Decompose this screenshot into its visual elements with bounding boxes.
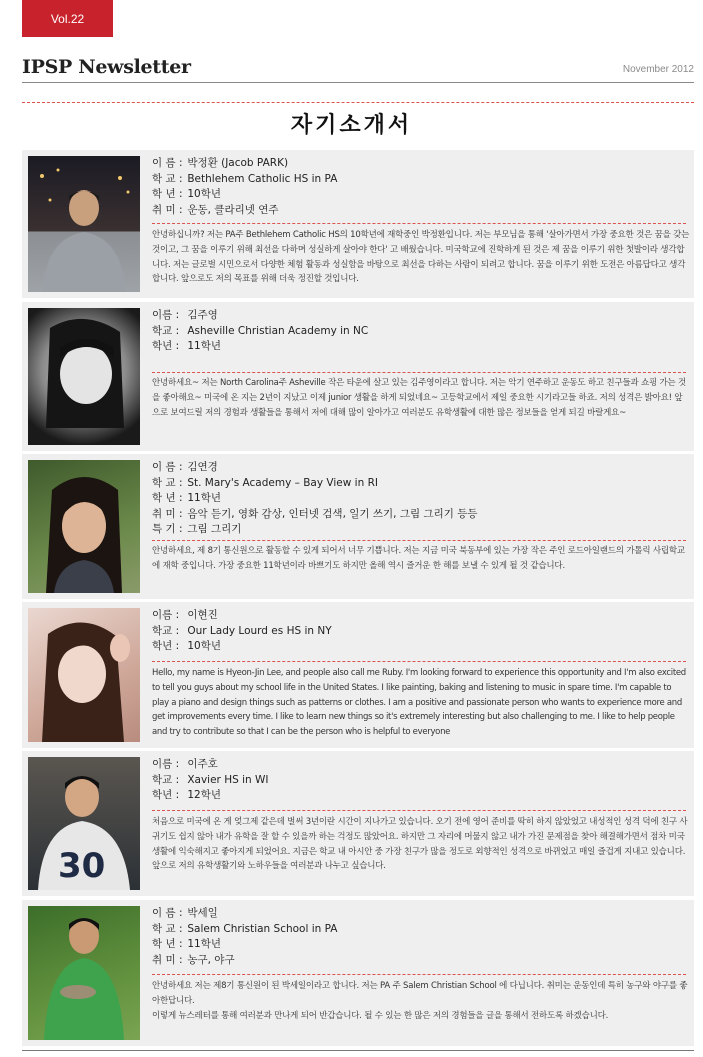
field-label: 취 미 : xyxy=(152,507,183,520)
info-row xyxy=(152,788,686,804)
field-value: 11학년 xyxy=(187,492,221,504)
newsletter-title: IPSP Newsletter xyxy=(22,56,191,78)
person-silhouette-icon xyxy=(28,156,140,292)
person-silhouette-icon xyxy=(28,608,140,742)
profile-photo xyxy=(28,460,140,593)
field-value: Bethlehem Catholic HS in PA xyxy=(187,172,338,185)
section-divider-top xyxy=(22,102,694,103)
profile-description: 처음으로 미국에 온 게 엊그제 같은데 벌써 3년이란 시간이 지나가고 있습니다. 오기 전에 영어 준비를 딱히 하지 않았었고 내성적인 성격 덕에 친구 사귀기도 쉽지 않아 내가 유학을 잘 할 수 있을까 하는 걱정도 많았어요. 하지만 그 자리에 머물지 않고 내가 가진 문제점을 찾아 해결해가면서 점차 미국 생활에 익숙해지고 좋아지게 되었어요. 지금은 학교 내 아시안 중 가장 친구가 많을 정도로 외향적인 성격으로 바뀌었고 매일 즐겁게 지내고 있습니다. 앞으로 저의 유학생활기와 노하우들을 여러분과 나누고 싶습니다. xyxy=(152,817,688,872)
profile-description: 안녕하세요, 제 8기 통신원으로 활동할 수 있게 되어서 너무 기쁩니다. 저는 지금 미국 북동부에 있는 가장 작은 주인 로드아일랜드의 가톨릭 사립학교에 재학 중입니다. 가장 중요한 11학년이라 바쁘기도 하지만 올해 역시 즐거운 한 해를 보낼 수 있게 될 것 같습니다. xyxy=(152,546,685,571)
profile-photo xyxy=(28,608,140,742)
profile-photo xyxy=(28,308,140,445)
info-row xyxy=(152,937,686,953)
svg-text:30: 30 xyxy=(58,846,106,886)
field-value: Xavier HS in WI xyxy=(187,773,269,786)
profile-description: 안녕하세요 저는 제8기 통신원이 된 박세일이라고 합니다. 저는 PA 주 Salem Christian School 에 다닙니다. 취미는 운동인데 특히 농구와 야구를 좋아한답니다. 이렇게 뉴스레터를 통해 여러분과 만나게 되어 반갑습니다. 될 수 있는 한 많은 저의 경험들을 글을 통해서 전하도록 하겠습니다. xyxy=(152,981,688,1021)
info-row xyxy=(152,476,686,492)
field-label: 학 교 : xyxy=(152,476,183,489)
person-silhouette-icon xyxy=(28,906,140,1040)
field-value: 김연경 xyxy=(187,461,218,473)
field-label: 학 년 : xyxy=(152,938,183,950)
info-row xyxy=(152,308,686,324)
info-row xyxy=(152,624,686,640)
field-label: 특 기 : xyxy=(152,523,183,535)
section-title: 자기소개서 xyxy=(290,113,413,138)
info-row xyxy=(152,460,686,476)
field-value: 김주영 xyxy=(187,309,218,321)
dashed-divider xyxy=(152,810,686,811)
profile-description: 안녕하세요~ 저는 North Carolina주 Asheville 작은 타운에 살고 있는 김주영이라고 합니다. 저는 악기 연주하고 운동도 하고 친구들과 쇼핑 가는 것을 좋아해요~ 미국에 온 지는 2년이 지났고 이제 junior 생활을 하게 되었네요~ 고등학교에서 제일 중요한 시기라고들 하죠. 저의 성격은 밝아요! 앞으로 보여드릴 저의 경험과 생활들을 통해서 저에 대해 많이 알아가고 여러분도 유학생활에 대한 많은 정보들을 얻게 되길 바랄게요~ xyxy=(152,378,687,418)
field-value: 박정환 (Jacob PARK) xyxy=(187,157,289,169)
page-bottom-rule xyxy=(22,1050,694,1051)
field-value: 11학년 xyxy=(187,340,221,352)
field-value: 그림 그리기 xyxy=(187,523,242,535)
info-row xyxy=(152,324,686,340)
profile-photo xyxy=(28,757,140,890)
masthead xyxy=(22,56,694,83)
field-value: 10학년 xyxy=(187,640,221,652)
field-value: 12학년 xyxy=(187,789,221,801)
profile-info xyxy=(152,757,686,804)
field-label: 학교 : xyxy=(152,773,180,786)
field-value: Our Lady Lourd es HS in NY xyxy=(187,624,332,637)
info-row xyxy=(152,608,686,624)
field-label: 이 름 : xyxy=(152,461,183,473)
dashed-divider xyxy=(152,974,686,975)
field-label: 학 년 : xyxy=(152,188,183,200)
field-label: 이 름 : xyxy=(152,157,183,169)
field-label: 이 름 : xyxy=(152,907,183,919)
field-label: 이름 : xyxy=(152,309,180,321)
info-row xyxy=(152,507,686,523)
field-value: 운동, 클라리넷 연주 xyxy=(187,203,279,216)
profile-description: Hello, my name is Hyeon-Jin Lee, and people also call me Ruby. I'm looking forward to experience this opportunity and I'm also excited to tell you guys about my school life in the United States. I like painting, baking and listening to music in spare time. I'm capable to play a piano and design things such as patterns or clothes. I am a positive and passionate person who wants to experience more and get improvements every time. I like to learn new things so it's extremely interesting but also challenging to me. I like to help people and try to contribute so that I can be the person who is helpful to everyone xyxy=(152,668,686,738)
field-label: 학교 : xyxy=(152,624,180,637)
field-value: 농구, 야구 xyxy=(187,953,235,966)
issue-date: November 2012 xyxy=(622,64,694,75)
profile-card xyxy=(22,302,694,451)
info-row xyxy=(152,522,686,538)
profile-info xyxy=(152,156,686,218)
dashed-divider xyxy=(152,661,686,662)
field-value: St. Mary's Academy – Bay View in RI xyxy=(187,476,378,489)
field-value: 이현진 xyxy=(187,609,218,621)
info-row xyxy=(152,773,686,789)
field-value: 이주호 xyxy=(187,758,218,770)
field-label: 학년 : xyxy=(152,789,180,801)
profile-card xyxy=(22,900,694,1046)
person-silhouette-icon xyxy=(28,757,140,890)
field-value: 음악 듣기, 영화 감상, 인터넷 검색, 일기 쓰기, 그림 그리기 등등 xyxy=(187,507,478,520)
field-value: 11학년 xyxy=(187,938,221,950)
profile-card xyxy=(22,150,694,298)
info-row xyxy=(152,639,686,655)
field-value: 박세일 xyxy=(187,907,218,919)
profile-card xyxy=(22,454,694,599)
dashed-divider xyxy=(152,540,686,541)
info-row xyxy=(152,906,686,922)
profile-description: 안녕하십니까? 저는 PA주 Bethlehem Catholic HS의 10학년에 재학중인 박정환입니다. 저는 부모님을 통해 '살아가면서 가장 중요한 것은 꿈을 갖는 것이고, 그 꿈을 이루기 위해 최선을 다하며 성실하게 살아야 한다' 고 배웠습니다. 미국학교에 진학하게 된 것은 제 꿈을 이루기 위한 첫발이라 생각합니다. 저는 글로벌 시민으로서 다양한 체험 활동과 성실함을 바탕으로 최선을 다하는 사람이 되려고 합니다. 꿈을 이루기 위한 도전은 아름답다고 생각합니다. 앞으로도 저의 목표를 위해 더욱 정진할 것입니다. xyxy=(152,230,690,285)
info-row xyxy=(152,156,686,172)
field-value: 10학년 xyxy=(187,188,221,200)
field-label: 학교 : xyxy=(152,324,180,337)
profile-info xyxy=(152,308,686,355)
info-row xyxy=(152,172,686,188)
field-value: Asheville Christian Academy in NC xyxy=(187,324,369,337)
field-label: 이름 : xyxy=(152,758,180,770)
field-label: 학 교 : xyxy=(152,172,183,185)
info-row xyxy=(152,187,686,203)
profile-card xyxy=(22,751,694,896)
info-row xyxy=(152,203,686,219)
person-silhouette-icon xyxy=(28,460,140,593)
profile-info xyxy=(152,460,686,538)
person-silhouette-icon xyxy=(28,308,140,445)
info-row xyxy=(152,922,686,938)
profile-photo xyxy=(28,156,140,292)
profile-info xyxy=(152,608,686,655)
field-label: 이름 : xyxy=(152,609,180,621)
field-label: 학 교 : xyxy=(152,922,183,935)
profile-photo xyxy=(28,906,140,1040)
info-row xyxy=(152,757,686,773)
field-label: 학년 : xyxy=(152,340,180,352)
field-label: 학년 : xyxy=(152,640,180,652)
profile-card xyxy=(22,602,694,748)
info-row xyxy=(152,339,686,355)
field-label: 취 미 : xyxy=(152,203,183,216)
volume-tab: Vol.22 xyxy=(22,0,113,37)
field-label: 취 미 : xyxy=(152,953,183,966)
info-row xyxy=(152,953,686,969)
field-value: Salem Christian School in PA xyxy=(187,922,338,935)
field-label: 학 년 : xyxy=(152,492,183,504)
dashed-divider xyxy=(152,372,686,373)
profile-info xyxy=(152,906,686,968)
info-row xyxy=(152,491,686,507)
dashed-divider xyxy=(152,223,686,224)
